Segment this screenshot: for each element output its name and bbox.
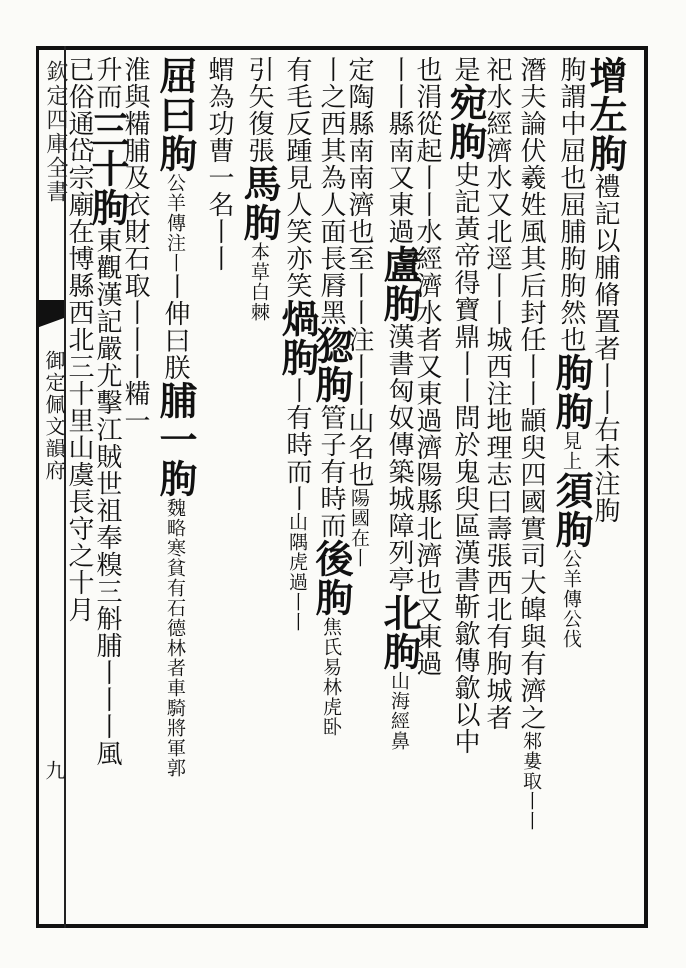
column-note: 見上 <box>560 431 582 471</box>
headword: 煱朐 <box>275 299 320 377</box>
column-text: 至丨丨注丨丨山名也 <box>344 245 374 488</box>
column-text: 丨有時而丨 <box>282 377 312 512</box>
headword: 增左朐 <box>583 56 628 173</box>
column-note: 陽國在丨 <box>348 488 370 568</box>
column-text: 已 <box>64 56 94 83</box>
column-text: 俗通岱宗廟在博縣西北三十里山虞長守之十月 <box>64 83 94 623</box>
headword: 宛朐 <box>443 83 488 161</box>
text-column-9 <box>309 56 354 737</box>
column-note: 公羊傳注丨 <box>164 173 186 273</box>
headword: 㺀朐 <box>309 326 354 404</box>
text-column-13 <box>153 56 198 778</box>
headword: 脯一朐 <box>153 381 198 498</box>
fish-tail-mark <box>38 300 64 340</box>
column-text: 是 <box>450 56 480 83</box>
frame-right-border <box>644 46 648 928</box>
text-column-7 <box>377 56 422 751</box>
frame-left-border <box>36 46 39 928</box>
column-text: 有毛反踵見人笑亦笑 <box>282 56 312 299</box>
column-text: 也 <box>412 56 442 83</box>
column-text: 丨伸曰朕 <box>160 273 190 381</box>
column-note: 公羊傳公伐 <box>560 549 582 649</box>
headword: 屈曰朐 <box>153 56 198 173</box>
column-text: 史記黃帝得寶鼎丨丨問於鬼臾區漢書靳歙傳歙以中 <box>450 161 480 755</box>
column-note: 山隅虎過丨丨 <box>286 512 308 632</box>
headword: 須朐 <box>549 471 594 549</box>
headword: 北朐 <box>377 593 422 671</box>
column-text: 禮記以脯脩置者丨丨右末注朐 <box>590 173 620 524</box>
column-text: 丨丨縣南又東過 <box>384 56 414 245</box>
headword: 朐朐 <box>549 353 594 431</box>
margin-book-subtitle: 御定佩文韻府 <box>42 350 66 482</box>
column-text: 祀水經濟水又北逕丨丨城西注地理志曰壽張西北有朐城者 <box>482 56 512 731</box>
text-column-11 <box>237 56 282 322</box>
page-number: 九 <box>42 760 66 780</box>
column-text: 丨之西其為人面長脣黑 <box>316 56 346 326</box>
column-text: 漢書匈奴傳築城障列亭 <box>384 323 414 593</box>
column-text: 一名丨丨 <box>204 164 234 272</box>
column-text: 淮與糒脯及衣財石取丨丨丨糒一 <box>120 56 150 434</box>
column-note: 山海經鼻 <box>388 671 410 751</box>
headword: 後朐 <box>309 539 354 617</box>
column-text: 潛夫論伏羲姓風其后封任丨丨顓臾四國實司大皥與有濟之 <box>516 56 546 731</box>
column-note: 本草白棘 <box>248 242 270 322</box>
column-text: 定陶縣南南濟也 <box>344 56 374 245</box>
headword: 盧朐 <box>377 245 422 323</box>
margin-book-title: 欽定四庫全書 <box>43 60 68 204</box>
column-text: 東觀漢記嚴尤擊江賊世祖奉糗三斛脯丨丨丨風 <box>92 227 122 767</box>
column-note: 焦氏易林虎卧 <box>320 617 342 737</box>
text-column-12 <box>206 56 232 272</box>
text-column-3 <box>518 56 544 831</box>
frame-top-border <box>36 46 648 50</box>
column-text: 涓從起丨丨水經濟水者又東過濟陽縣北濟也又東過 <box>412 83 442 677</box>
headword: 三十朐 <box>85 110 130 227</box>
text-column-10 <box>275 56 320 632</box>
column-text: 管子有時而 <box>316 404 346 539</box>
headword: 馬朐 <box>237 164 282 242</box>
text-column-2 <box>549 56 594 649</box>
column-text: 引矢復張 <box>244 56 274 164</box>
frame-bottom-border <box>36 924 648 928</box>
column-text: 朐謂中屈也屈脯朐朐然也 <box>556 56 586 353</box>
column-note: 魏略寒貧有石德林者車騎將軍郭 <box>164 498 186 778</box>
column-text: 蝟為功曹 <box>204 56 234 164</box>
text-column-1 <box>583 56 628 524</box>
column-note: 邾婁取丨丨 <box>520 731 542 831</box>
column-text: 升而 <box>92 56 122 110</box>
text-column-16 <box>66 56 92 623</box>
text-column-5 <box>443 56 488 755</box>
